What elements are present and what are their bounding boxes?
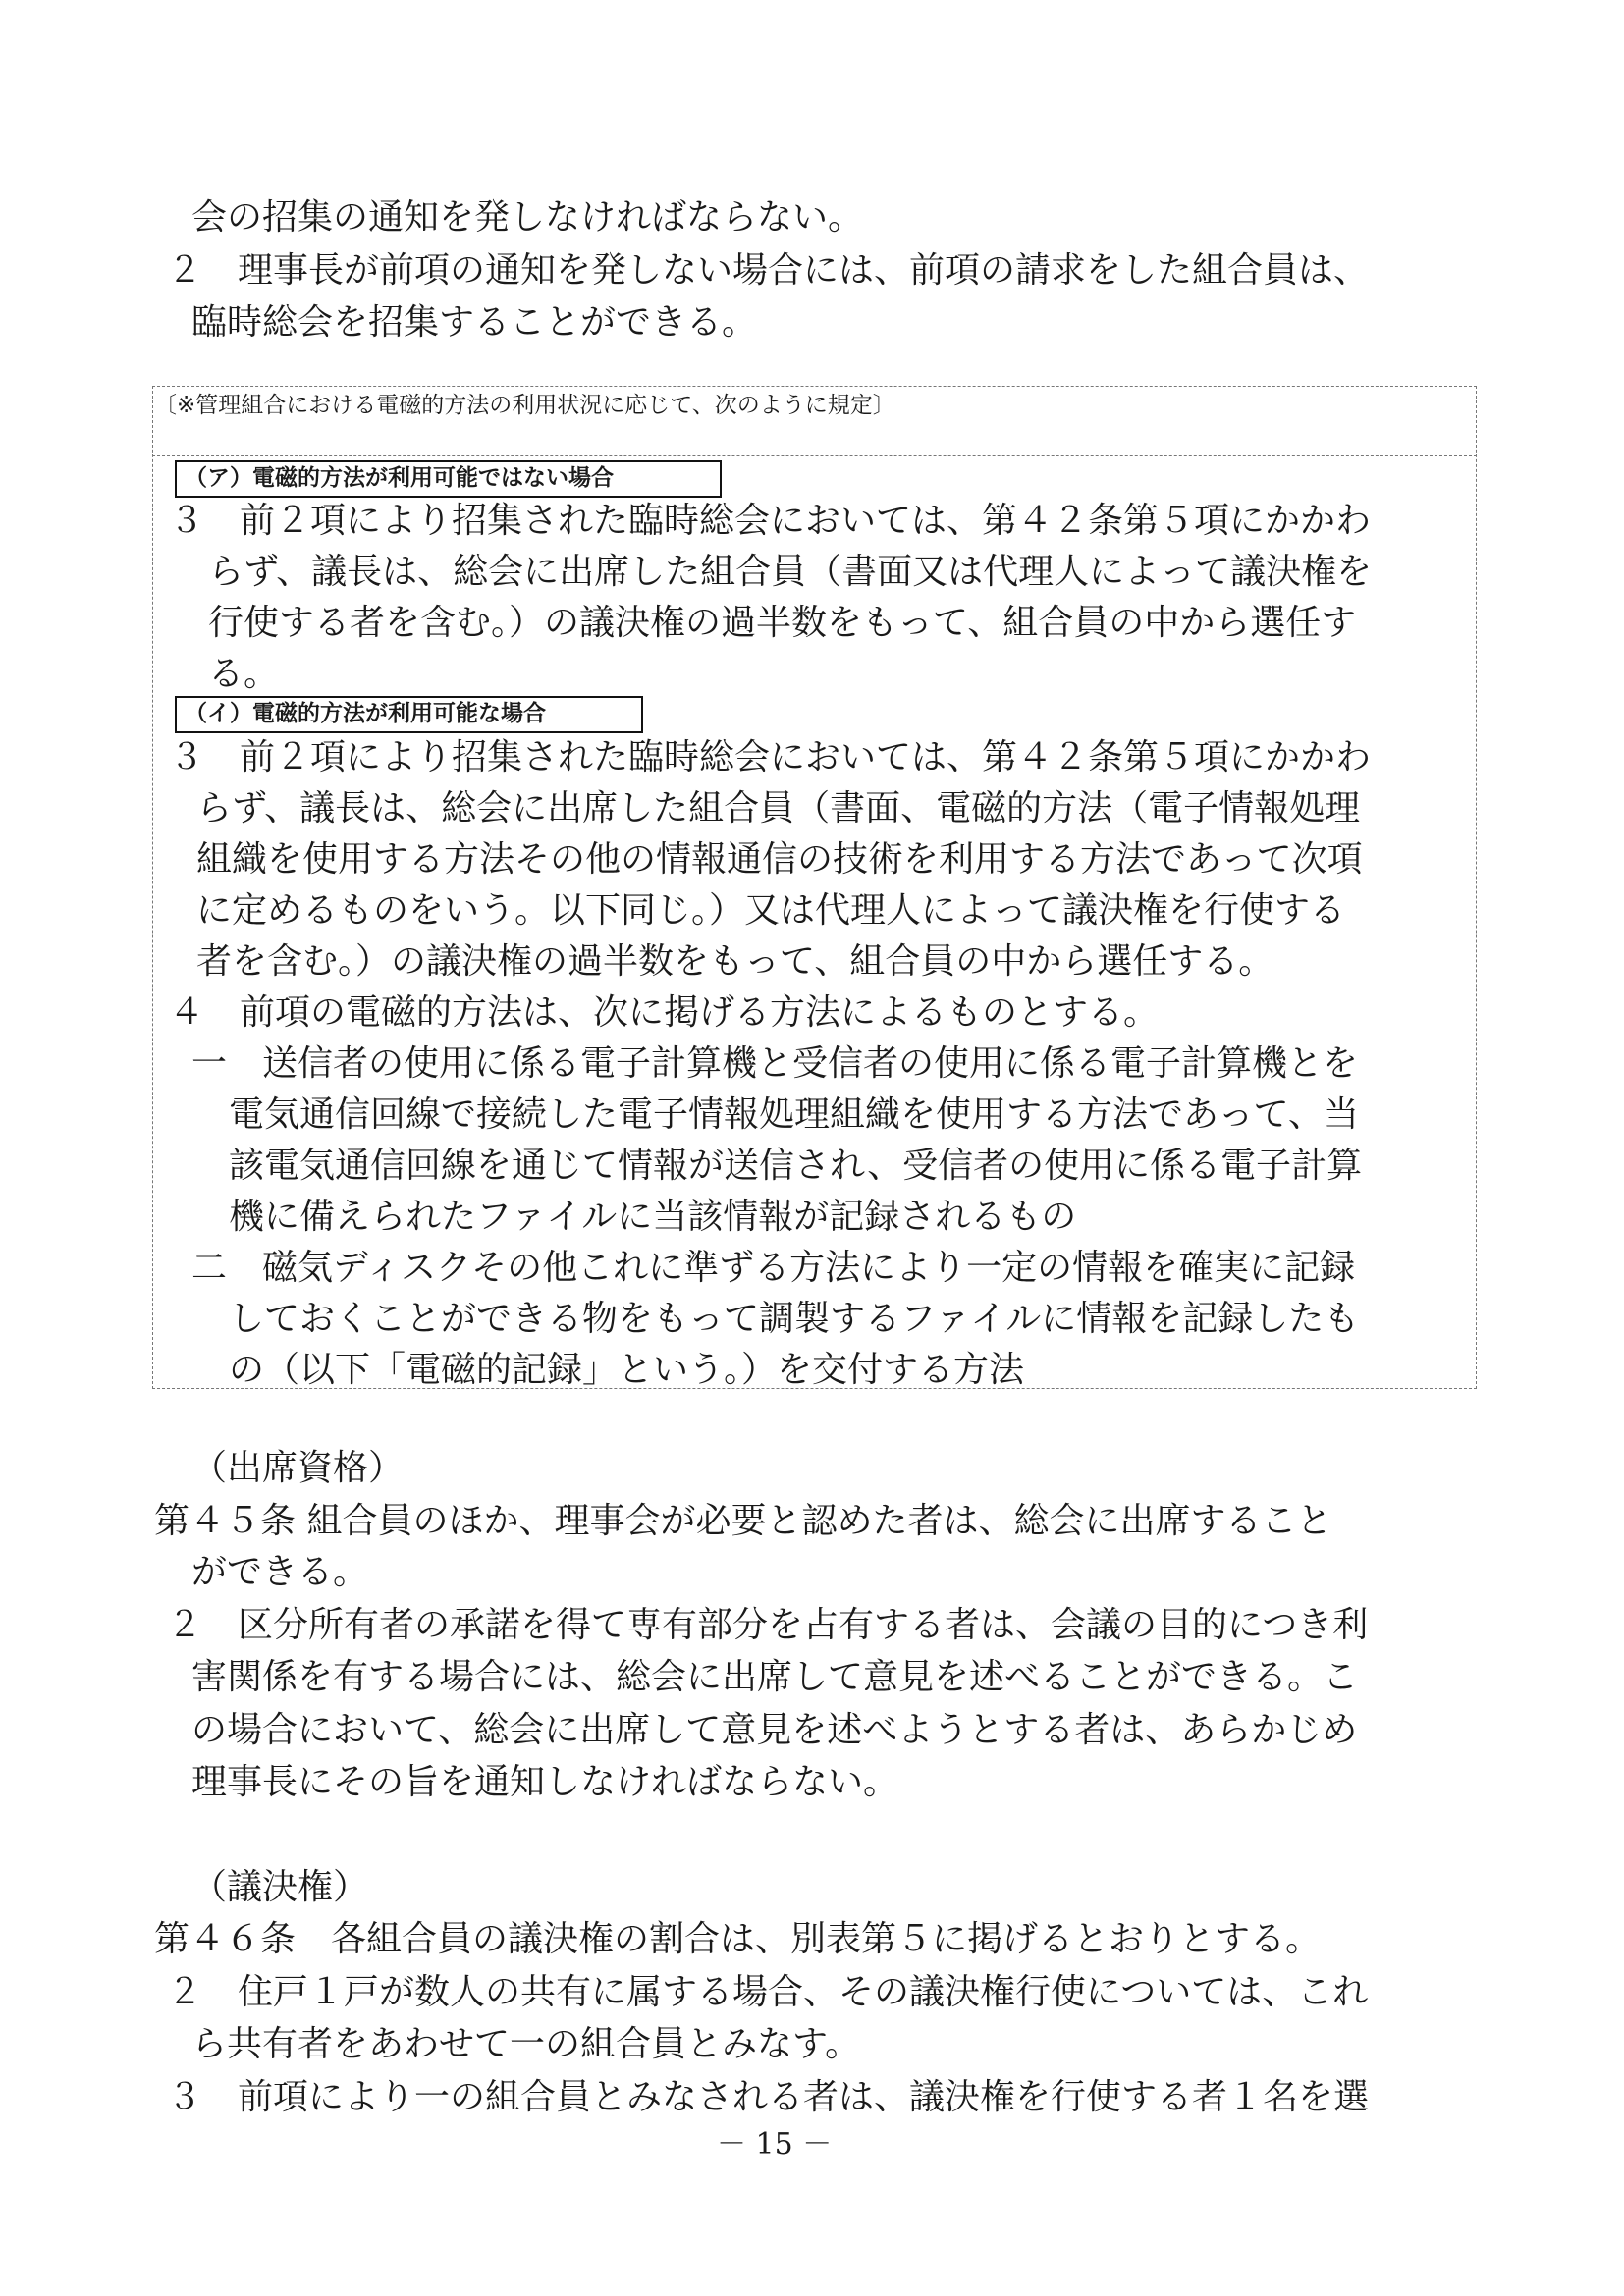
body-line: ２ 理事長が前項の通知を発しない場合には、前項の請求をした組合員は、: [167, 250, 1370, 291]
option-b-line: ４ 前項の電磁的方法は、次に掲げる方法によるものとする。: [169, 992, 1160, 1033]
option-b-label: （イ）電磁的方法が利用可能な場合: [175, 696, 643, 733]
option-b-line: ３ 前２項により招集された臨時総会においては、第４２条第５項にかかわ: [169, 737, 1372, 777]
option-b-line: 機に備えられたファイルに当該情報が記録されるもの: [229, 1197, 1077, 1237]
page-number: － 15 －: [717, 2127, 833, 2162]
option-b-line: らず、議長は、総会に出席した組合員（書面、電磁的方法（電子情報処理: [196, 788, 1361, 828]
option-b-line: 者を含む。）の議決権の過半数をもって、組合員の中から選任する。: [196, 941, 1274, 982]
option-b-line: しておくことができる物をもって調製するファイルに情報を記録したも: [229, 1299, 1360, 1339]
article-45-heading: （出席資格）: [191, 1448, 405, 1488]
article-45-line: 理事長にその旨を通知しなければならない。: [191, 1762, 899, 1802]
option-a-line: 行使する者を含む。）の議決権の過半数をもって、組合員の中から選任す: [208, 603, 1357, 643]
option-a-line: ３ 前２項により招集された臨時総会においては、第４２条第５項にかかわ: [169, 501, 1372, 541]
article-46-line: ら共有者をあわせて一の組合員とみなす。: [191, 2024, 861, 2064]
option-b-line: 組織を使用する方法その他の情報通信の技術を利用する方法であって次項: [196, 839, 1363, 880]
option-b-line: 二 磁気ディスクその他これに準ずる方法により一定の情報を確実に記録: [191, 1248, 1356, 1288]
option-b-line: に定めるものをいう。以下同じ。）又は代理人によって議決権を行使する: [196, 890, 1346, 931]
option-a-line: らず、議長は、総会に出席した組合員（書面又は代理人によって議決権を: [208, 552, 1373, 592]
article-46-line: ２ 住戸１戸が数人の共有に属する場合、その議決権行使については、これ: [167, 1972, 1369, 2012]
provision-box-header: 〔※管理組合における電磁的方法の利用状況に応じて、次のように規定〕: [154, 393, 895, 418]
article-46-heading: （議決権）: [191, 1867, 369, 1907]
body-line: 会の招集の通知を発しなければならない。: [191, 197, 864, 238]
option-b-line: 電気通信回線で接続した電子情報処理組織を使用する方法であって、当: [229, 1095, 1359, 1135]
option-a-line: る。: [208, 654, 280, 694]
article-45-line: ２ 区分所有者の承諾を得て専有部分を占有する者は、会議の目的につき利: [167, 1605, 1369, 1645]
article-45-line: 害関係を有する場合には、総会に出席して意見を述べることができる。こ: [191, 1657, 1359, 1697]
option-a-label: （ア）電磁的方法が利用可能ではない場合: [175, 460, 722, 498]
article-45-line: ができる。: [191, 1552, 369, 1592]
article-46-line: ３ 前項により一の組合員とみなされる者は、議決権を行使する者１名を選: [167, 2077, 1370, 2117]
article-45-line: 第４５条 組合員のほか、理事会が必要と認めた者は、総会に出席すること: [154, 1501, 1332, 1541]
option-b-line: 該電気通信回線を通じて情報が送信され、受信者の使用に係る電子計算: [229, 1146, 1363, 1186]
option-b-line: 一 送信者の使用に係る電子計算機と受信者の使用に係る電子計算機とを: [191, 1043, 1359, 1084]
option-b-line: の（以下「電磁的記録」という。）を交付する方法: [229, 1350, 1025, 1390]
provision-box-divider: [152, 455, 1477, 456]
article-46-line: 第４６条 各組合員の議決権の割合は、別表第５に掲げるとおりとする。: [154, 1919, 1322, 1959]
body-line: 臨時総会を招集することができる。: [191, 302, 758, 343]
article-45-line: の場合において、総会に出席して意見を述べようとする者は、あらかじめ: [191, 1710, 1358, 1750]
